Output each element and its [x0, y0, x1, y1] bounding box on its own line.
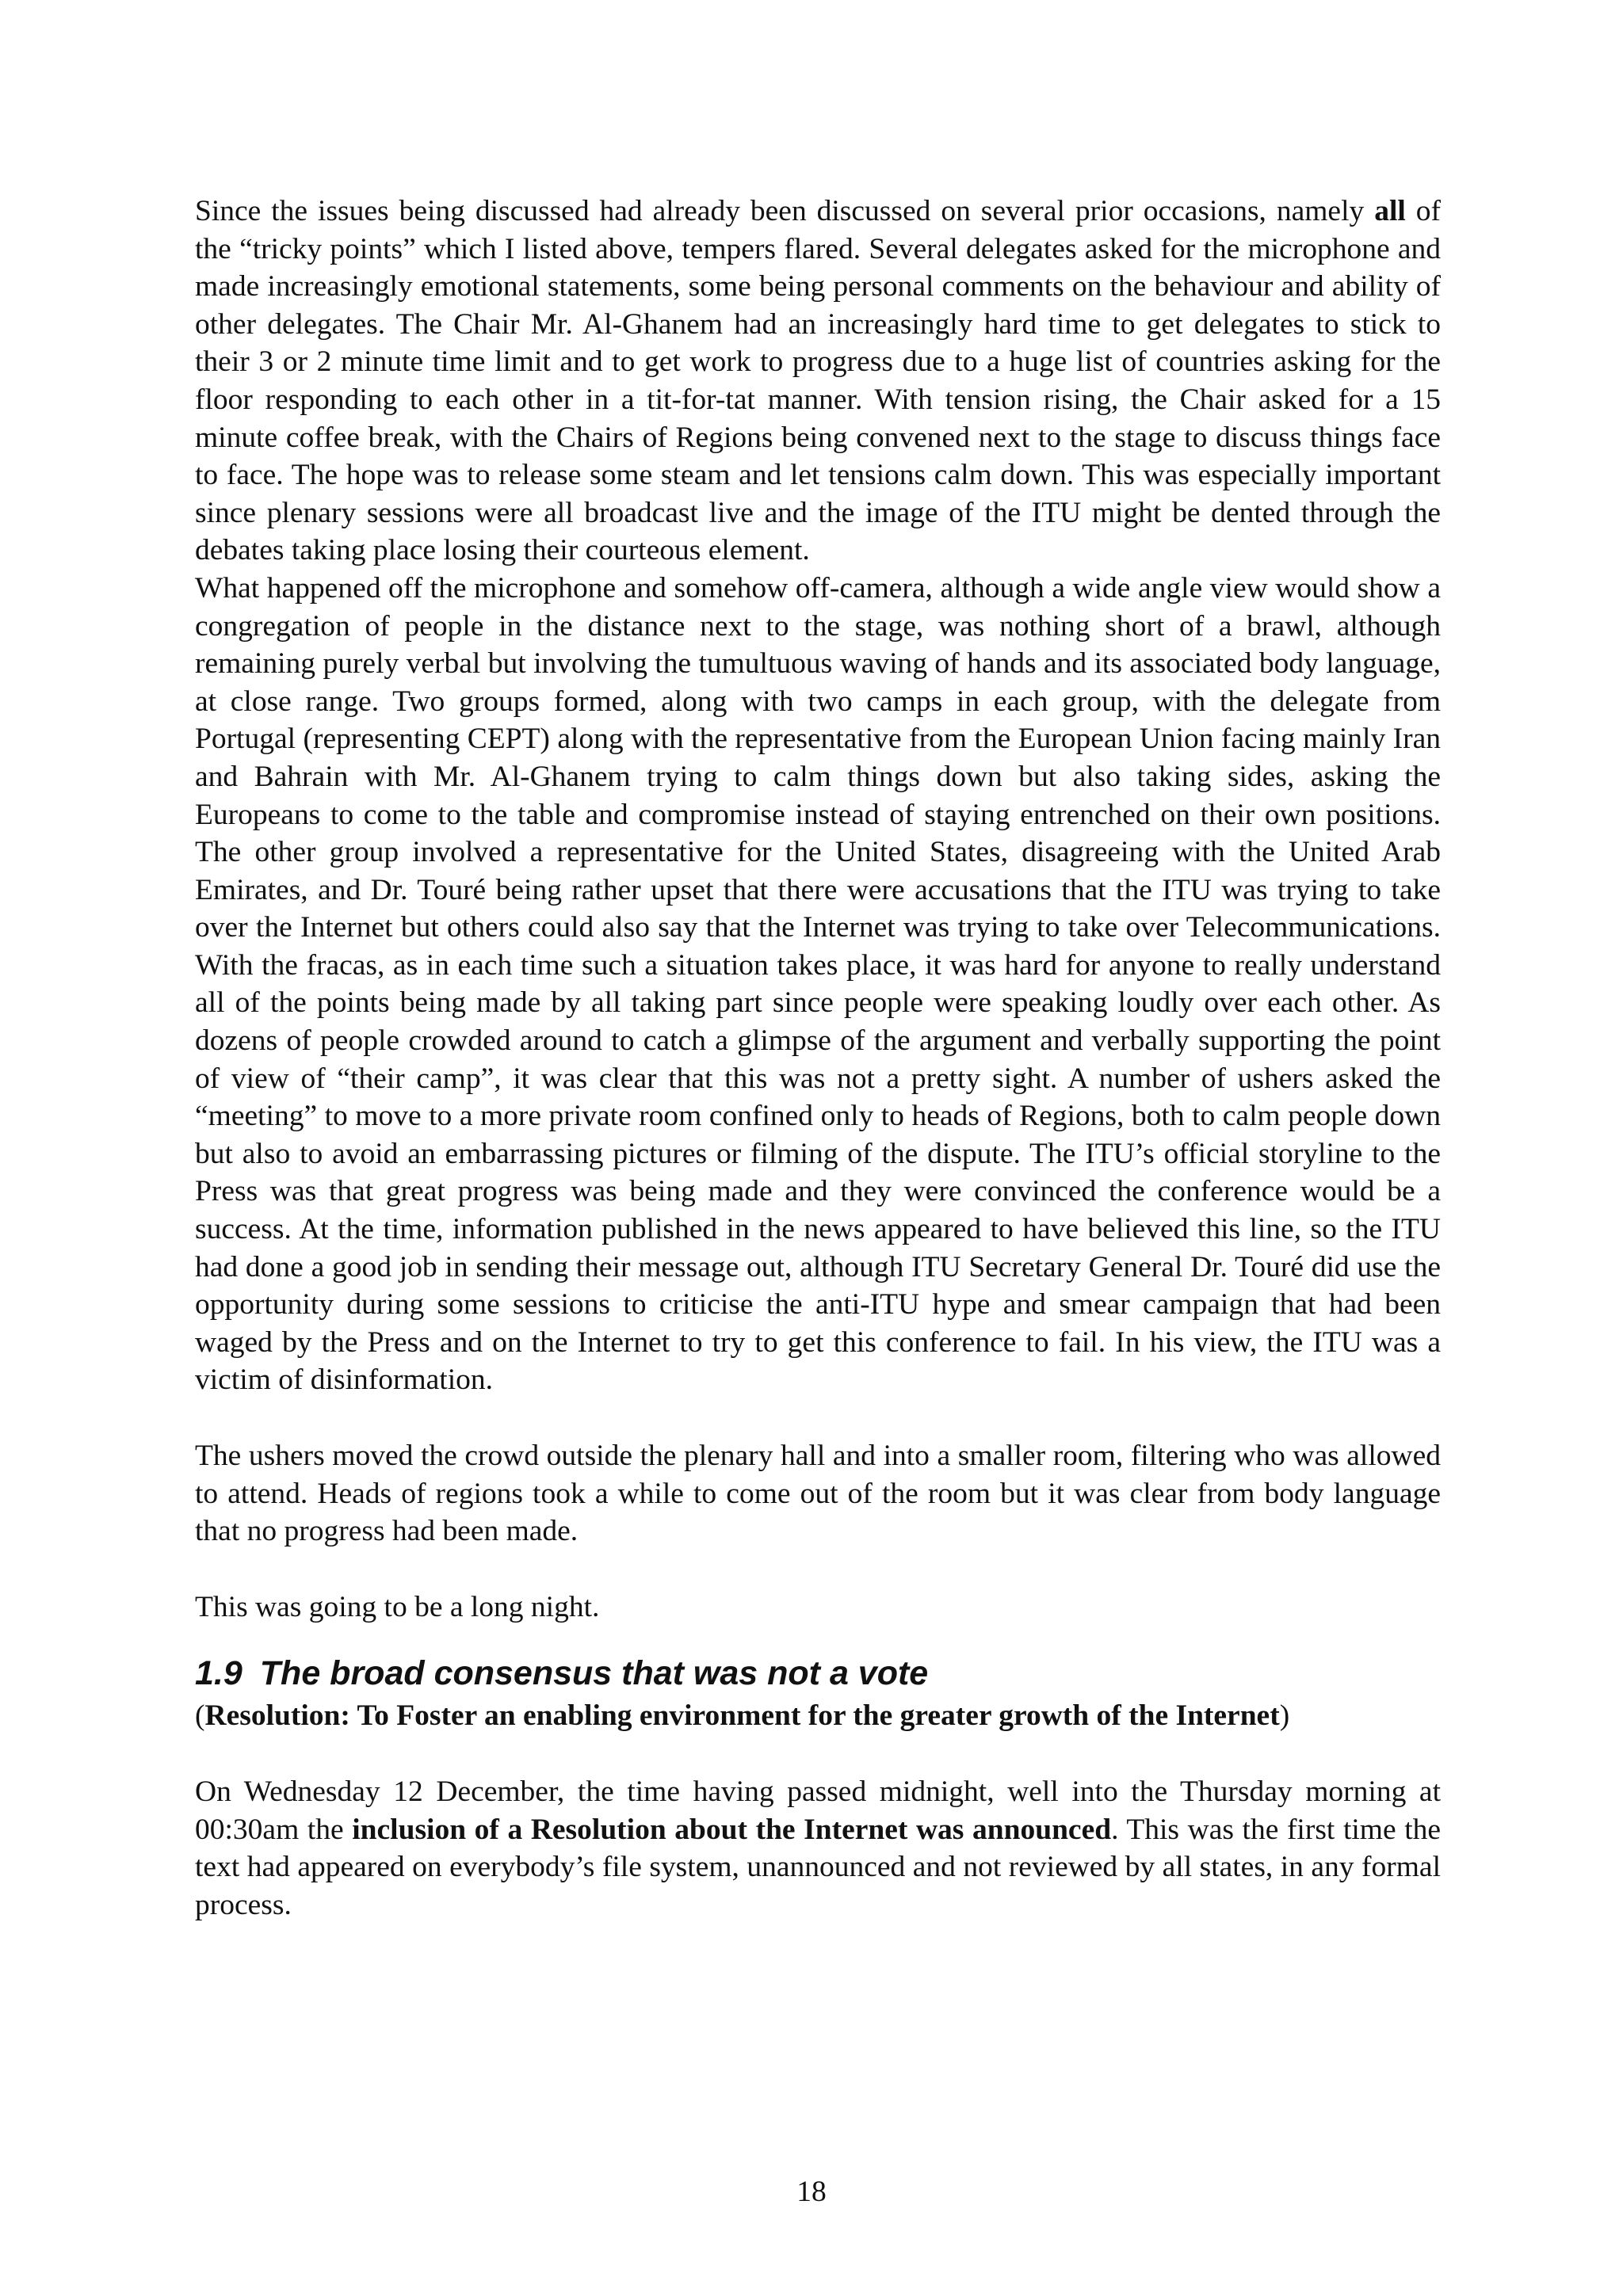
paragraph-resolution-announced: [195, 1773, 1441, 1924]
paragraph-tempers-flared: [195, 193, 1441, 570]
section-title: The broad consensus that was not a vote: [259, 1654, 929, 1693]
emphasis-inclusion: inclusion of a Resolution about the Internet was announced: [352, 1813, 1112, 1846]
paragraph-text: of the “tricky points” which I listed above, tempers flared. Several delegates asked for the microphone and made increasingly emotional statements, some being personal comments on the behaviour and ability of other delegates. The Chair Mr. Al-Ghanem had an increasingly hard time to get delegates to stick to their 3 or 2 minute time limit and to get work to progress due to a huge list of countries asking for the floor responding to each other in a tit-for-tat manner. With tension rising, the Chair asked for a 15 minute coffee break, with the Chairs of Regions being convened next to the stage to discuss things face to face. The hope was to release some steam and let tensions calm down. This was especially important since plenary sessions were all broadcast live and the image of the ITU might be dented through the debates taking place losing their courteous element.: [195, 195, 1441, 567]
page-number: 18: [796, 2176, 827, 2208]
paragraph-text: . This was the first time the text had appeared on everybody’s file system, unannounced and not reviewed by all states, in any formal process.: [195, 1813, 1442, 1921]
subtitle-open-paren: (: [195, 1699, 205, 1733]
emphasis-all: all: [1374, 195, 1406, 227]
resolution-subtitle: [195, 1697, 1441, 1735]
paragraph-text: Since the issues being discussed had already been discussed on several prior occasions, namely: [195, 195, 1375, 227]
subtitle-close-paren: ): [1279, 1699, 1290, 1733]
resolution-title: Resolution: To Foster an enabling environment for the greater growth of the Internet: [204, 1699, 1280, 1733]
paragraph-text: On Wednesday 12 December, the time having passed midnight, well into the Thursday morning at 00:30am the: [195, 1775, 1441, 1846]
paragraph-brawl: What happened off the microphone and somehow off-camera, although a wide angle view would show a congregation of people in the distance next to the stage, was nothing short of a brawl, although remaining purely verbal but involving the tumultuous waving of hands and its associated body language, at close range. Two groups formed, along with two camps in each group, with the delegate from Portugal (representing CEPT) along with the representative from the European Union facing mainly Iran and Bahrain with Mr. Al-Ghanem trying to calm things down but also taking sides, asking the Europeans to come to the table and compromise instead of staying entrenched on their own positions. The other group involved a representative for the United States, disagreeing with the United Arab Emirates, and Dr. Touré being rather upset that there were accusations that the ITU was trying to take over the Internet but others could also say that the Internet was trying to take over Telecommunications. With the fracas, as in each time such a situation takes place, it was hard for anyone to really understand all of the points being made by all taking part since people were speaking loudly over each other. As dozens of people crowded around to catch a glimpse of the argument and verbally supporting the point of view of “their camp”, it was clear that this was not a pretty sight. A number of ushers asked the “meeting” to move to a more private room confined only to heads of Regions, both to calm people down but also to avoid an embarrassing pictures or filming of the dispute. The ITU’s official storyline to the Press was that great progress was being made and they were convinced the conference would be a success. At the time, information published in the news appeared to have believed this line, so the ITU had done a good job in sending their message out, although ITU Secretary General Dr. Touré did use the opportunity during some sessions to criticise the anti-ITU hype and smear campaign that had been waged by the Press and on the Internet to try to get this conference to fail. In his view, the ITU was a victim of disinformation.: [195, 571, 1441, 1397]
section-number: 1.9: [195, 1654, 242, 1693]
paragraph-ushers: The ushers moved the crowd outside the plenary hall and into a smaller room, filtering who was allowed to attend. Heads of regions took a while to come out of the room but it was clear from body language that no progress had been made.: [195, 1440, 1441, 1548]
page-body: [195, 193, 1441, 1924]
section-heading: [195, 1651, 1441, 1695]
paragraph-long-night: This was going to be a long night.: [195, 1590, 600, 1623]
